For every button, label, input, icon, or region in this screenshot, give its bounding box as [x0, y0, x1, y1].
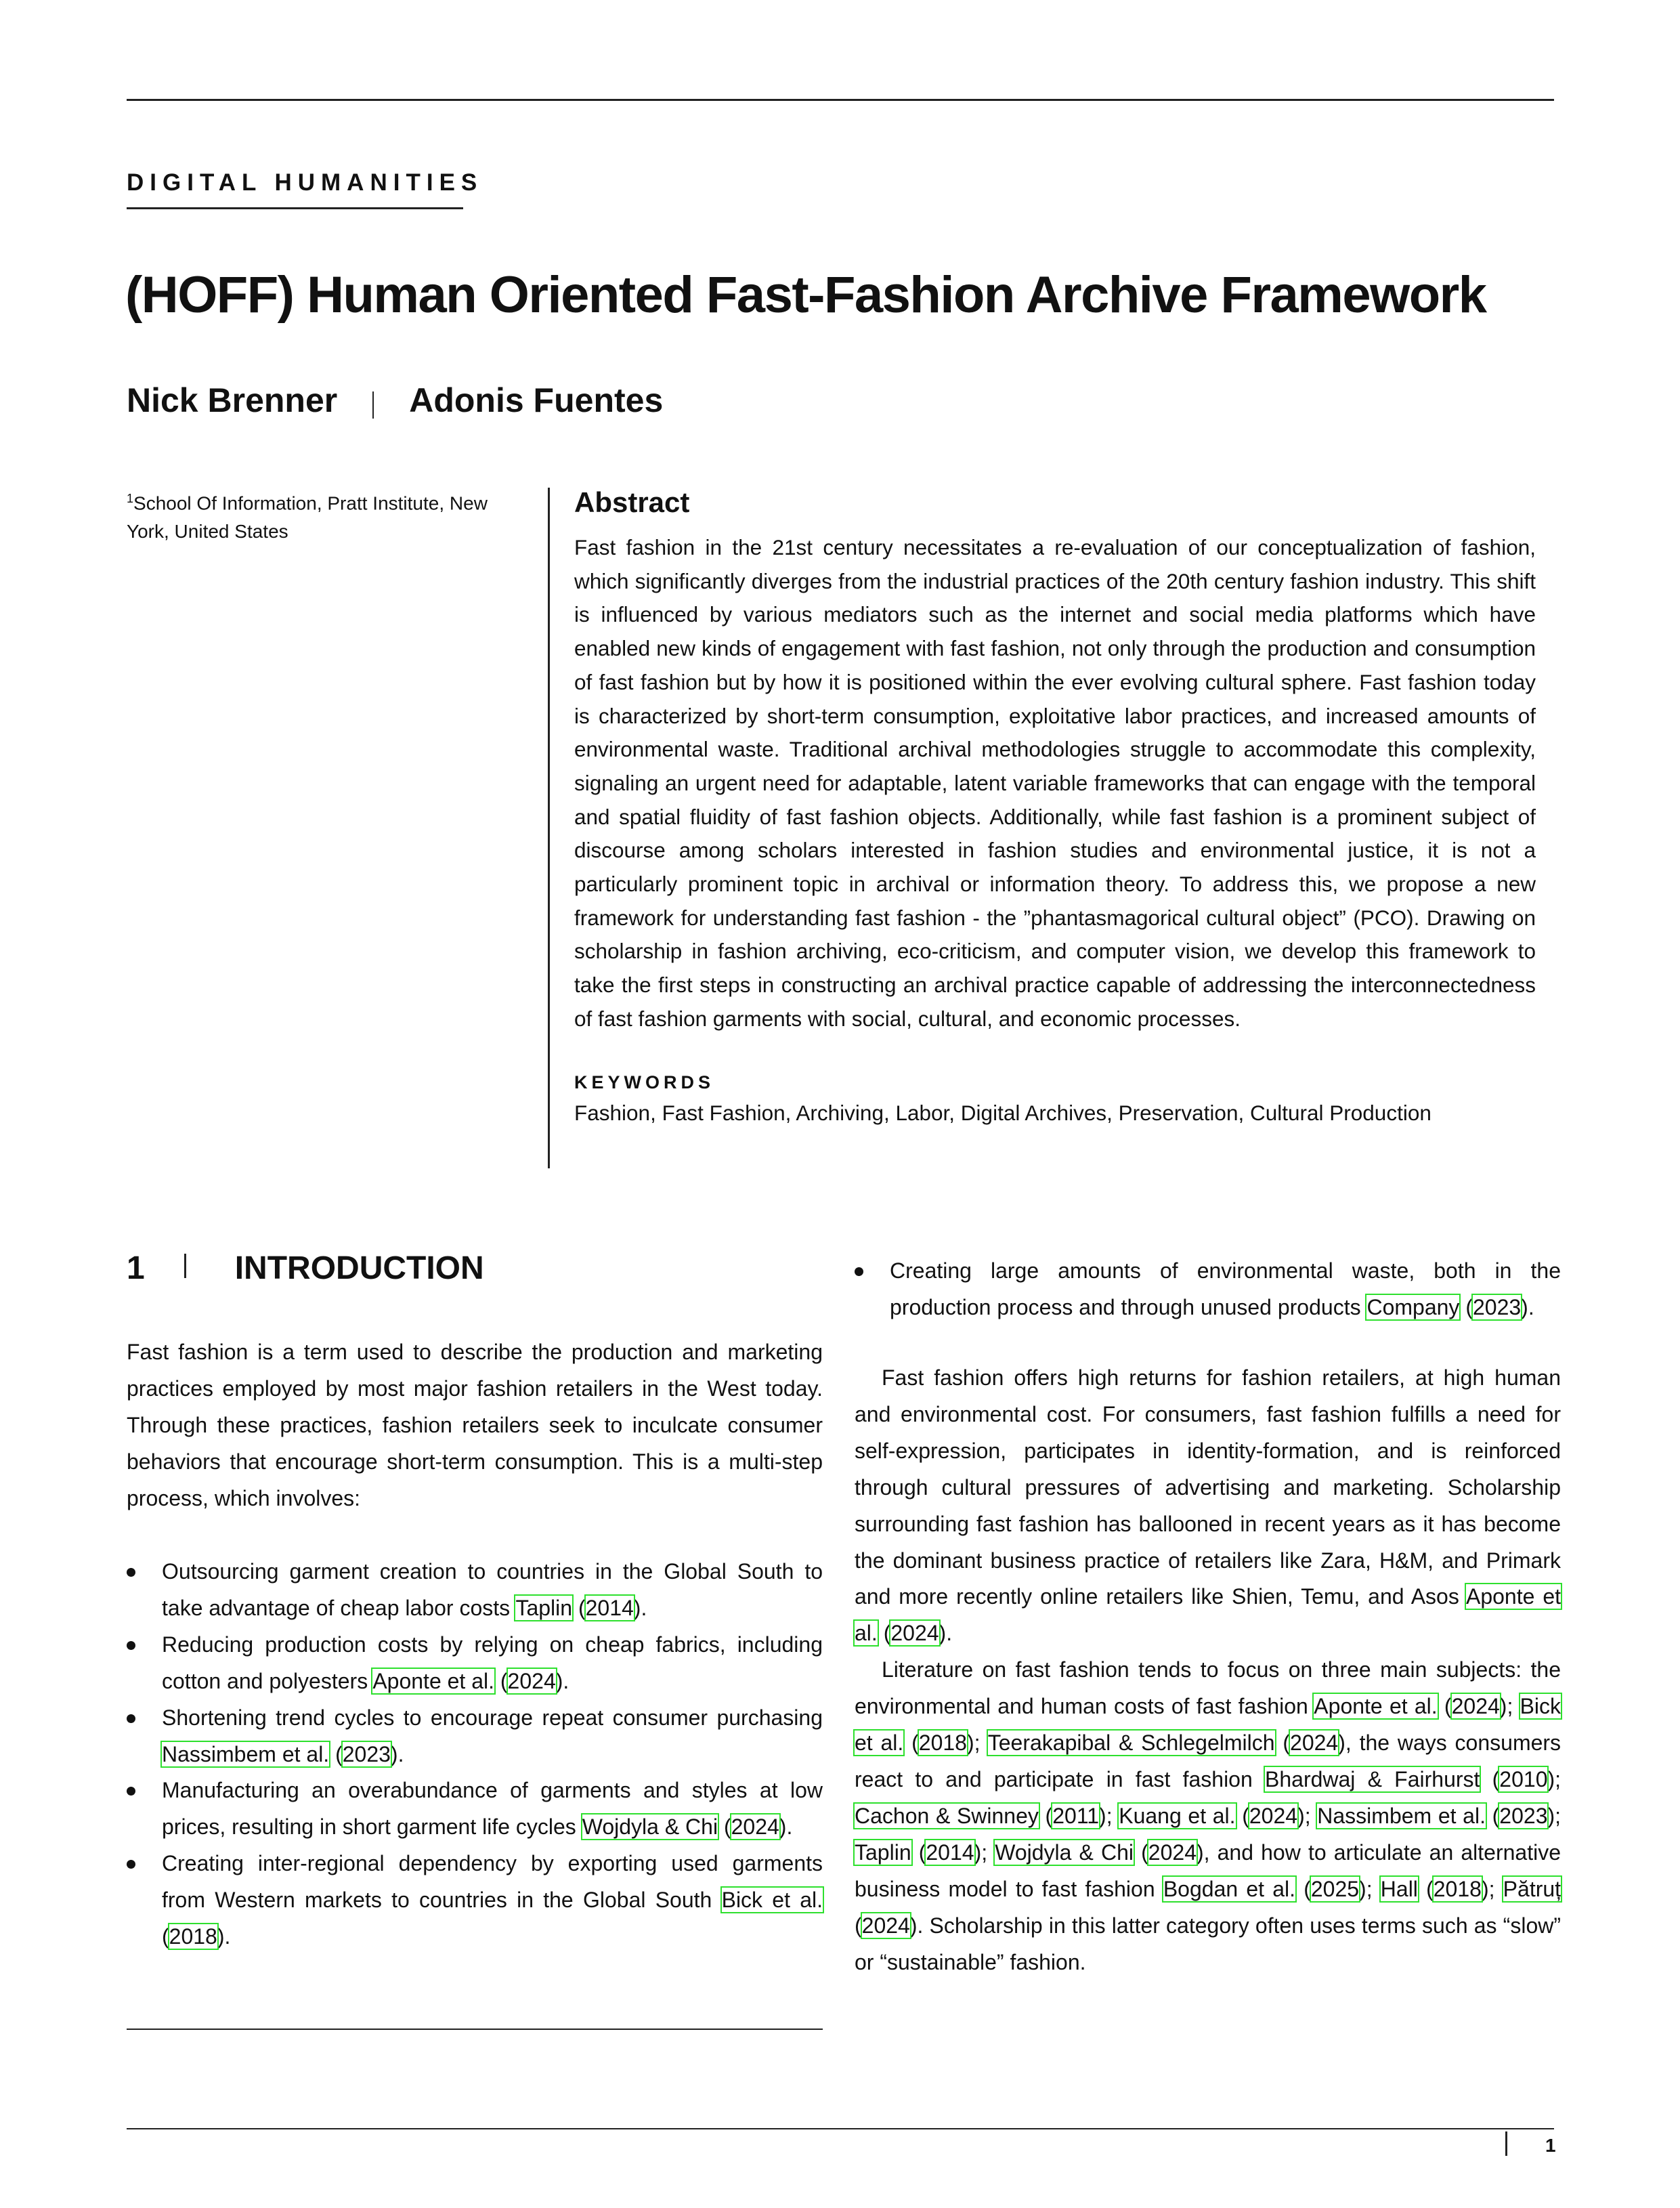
bullet-text: Manufacturing an overabundance of garments and styles at low prices, resulting in short garment life cycles [162, 1778, 823, 1840]
page-number-separator [1505, 2131, 1507, 2156]
citation-link[interactable]: Company [1366, 1294, 1460, 1319]
citation-link[interactable]: Teerakapibal & Schlegelmilch [987, 1731, 1275, 1756]
paragraph-text: Literature on fast fashion tends to focus on three main subjects: the environmental and human costs of fast fashion [855, 1657, 1561, 1719]
citation-year-link[interactable]: 2018 [918, 1731, 967, 1756]
paper-title: (HOFF) Human Oriented Fast-Fashion Archive Framework [125, 266, 1486, 324]
citation-year-link[interactable]: 2010 [1499, 1766, 1548, 1791]
citation-year-link[interactable]: 2024 [861, 1913, 910, 1938]
citation-link[interactable]: Bhardwaj & Fairhurst [1265, 1766, 1480, 1791]
keywords-label: KEYWORDS [574, 1072, 715, 1092]
bullet-icon [855, 1267, 863, 1276]
intro-right-column [855, 1360, 1561, 1980]
abstract-body: Fast fashion in the 21st century necessitates a re-evaluation of our conceptualization of fashion, which significantly diverges from the industrial practices of the 20th century fashion industry. This shift is influenced by various mediators such as the internet and social media platforms which have enabled new kinds of engagement with fast fashion, not only through the production and consumption of fast fashion but by how it is positioned within the ever evolving cultural sphere. Fast fashion today is characterized by short-term consumption, exploitative labor practices, and increased amounts of environmental waste. Traditional archival methodologies struggle to accommodate this complexity, signaling an urgent need for adaptable, latent variable frameworks that can engage with the temporal and spatial fluidity of fast fashion objects. Additionally, while fast fashion is a prominent subject of discourse among scholars interested in fashion studies and environmental justice, it is not a particularly prominent topic in archival or information theory. To address this, we propose a new framework for understanding fast fashion - the ”phantasmagorical cultural object” (PCO). Drawing on scholarship in fashion archiving, eco-criticism, and computer vision, we develop this framework to take the first steps in constructing an archival practice capable of addressing the interconnectedness of fast fashion garments with social, cultural, and economic processes. [574, 535, 1536, 1031]
list-item: Reducing production costs by relying on cheap fabrics, including cotton and polyesters Aponte et al. (2024). [127, 1627, 823, 1700]
intro-paragraph-2: Fast fashion offers high returns for fashion retailers, at high human and environmental cost. For consumers, fast fashion fulfills a need for self-expression, participates in identity-formation, and is reinforced through cultural pressures of advertising and marketing. Scholarship surrounding fast fashion has ballooned in recent years as it has become the dominant business practice of retailers like Zara, H&M, and Primark and more recently online retailers like Shien, Temu, and Asos Aponte et al. (2024). [855, 1365, 1561, 1646]
citation-link[interactable]: Bick et al. [721, 1888, 823, 1913]
citation-year-link[interactable]: 2024 [1451, 1694, 1500, 1719]
citation-year-link[interactable]: 2024 [1148, 1840, 1197, 1865]
author-name: Nick Brenner [127, 381, 338, 419]
bullet-text: Creating inter-regional dependency by exporting used garments from Western markets to countries in the Global South [162, 1851, 823, 1913]
author-name: Adonis Fuentes [409, 381, 664, 419]
bullet-end: ). [390, 1741, 404, 1766]
affiliation [127, 484, 519, 546]
paragraph-text: , the ways consumers react to and participate in fast fashion [855, 1731, 1561, 1791]
citation-link[interactable]: Taplin [855, 1840, 911, 1865]
citation-link[interactable]: Taplin [515, 1595, 573, 1620]
citation-link[interactable]: Bick et al. [855, 1694, 1561, 1756]
citation-year-link[interactable]: 2023 [342, 1741, 391, 1766]
list-item: Manufacturing an overabundance of garments and styles at low prices, resulting in short garment life cycles Wojdyla & Chi (2024). [127, 1772, 823, 1846]
citation-link[interactable]: Wojdyla & Chi [582, 1814, 718, 1840]
citation-link[interactable]: Nassimbem et al. [162, 1741, 330, 1766]
intro-bullet-list-continued [855, 1253, 1561, 1326]
citation-year-link[interactable]: 2024 [507, 1668, 556, 1693]
citation-year-link[interactable]: 2024 [1290, 1731, 1339, 1756]
list-item: Outsourcing garment creation to countries in the Global South to take advantage of cheap labor costs Taplin (2014). [127, 1554, 823, 1627]
paragraph-text: Fast fashion is a term used to describe the production and marketing practices employed by most major fashion retailers in the West today. Through these practices, fashion retailers seek to inculcate consumer behaviors that encourage short-term consumption. This is a multi-step process, which involves: [127, 1340, 823, 1510]
citation-link[interactable]: Bogdan et al. [1163, 1876, 1296, 1901]
citation-link[interactable]: Aponte et al. [1314, 1694, 1438, 1719]
citation-year-link[interactable]: 2018 [1433, 1876, 1482, 1901]
citation-year-link[interactable]: 2025 [1310, 1876, 1360, 1901]
bullet-end: ). [555, 1668, 569, 1693]
citation-year-link[interactable]: 2014 [926, 1840, 974, 1865]
section-heading-separator [184, 1254, 186, 1278]
citation-year-link[interactable]: 2024 [890, 1621, 939, 1646]
bullet-icon [127, 1641, 135, 1650]
keywords-list: Fashion, Fast Fashion, Archiving, Labor, Digital Archives, Preservation, Cultural Production [574, 1101, 1431, 1125]
abstract-heading: Abstract [574, 486, 690, 518]
section-number: 1 [127, 1250, 145, 1286]
bullet-end: ). [1521, 1294, 1534, 1319]
section-label: DIGITAL HUMANITIES [127, 169, 483, 196]
bullet-end: ). [779, 1814, 793, 1840]
abstract-vertical-rule [548, 488, 550, 1168]
citation-year-link[interactable]: 2011 [1052, 1803, 1100, 1828]
citation-link[interactable]: Kuang et al. [1119, 1803, 1236, 1828]
section-heading-introduction [127, 1250, 484, 1287]
citation-year-link[interactable]: 2014 [585, 1595, 634, 1620]
section-label-underline [127, 207, 463, 209]
paragraph-text: , and how to articulate an alternative business model to fast fashion [855, 1840, 1561, 1901]
bullet-icon [127, 1714, 135, 1723]
bullet-icon [127, 1860, 135, 1869]
footnote-rule [127, 2029, 823, 2030]
intro-bullet-list [127, 1554, 823, 1955]
bullet-text: Reducing production costs by relying on cheap fabrics, including cotton and polyesters [162, 1632, 823, 1693]
author-list [127, 381, 663, 420]
list-item: Shortening trend cycles to encourage repeat consumer purchasing Nassimbem et al. (2023). [127, 1700, 823, 1773]
page-number: 1 [1545, 2135, 1556, 2156]
list-item: Creating inter-regional dependency by exporting used garments from Western markets to countries in the Global South Bick et al. (2018). [127, 1846, 823, 1955]
section-title: INTRODUCTION [234, 1250, 484, 1286]
citation-year-link[interactable]: 2023 [1499, 1803, 1548, 1828]
citation-link[interactable]: Aponte et al. [372, 1668, 494, 1693]
citation-link[interactable]: Hall [1380, 1876, 1418, 1901]
author-separator [372, 391, 374, 419]
bullet-text: Outsourcing garment creation to countries in the Global South to take advantage of cheap labor costs [162, 1559, 823, 1620]
paragraph-text: Fast fashion offers high returns for fashion retailers, at high human and environmental cost. For consumers, fast fashion fulfills a need for self-expression, participates in identity-formation, and is reinforced through cultural pressures of advertising and marketing. Scholarship surrounding fast fashion has ballooned in recent years as it has become the dominant business practice of retailers like Zara, H&M, and Primark and more recently online retailers like Shien, Temu, and Asos [855, 1365, 1561, 1609]
bullet-icon [127, 1568, 135, 1577]
bullet-end: ). [633, 1595, 647, 1620]
citation-link[interactable]: Cachon & Swinney [855, 1803, 1039, 1828]
citation-link[interactable]: Nassimbem et al. [1317, 1803, 1486, 1828]
bullet-end: ). [217, 1924, 231, 1949]
paragraph-text: . Scholarship in this latter category often uses terms such as “slow” or “sustainable” fashion. [855, 1913, 1561, 1974]
intro-paragraph-3: Literature on fast fashion tends to focus on three main subjects: the environmental and human costs of fast fashion Aponte et al. (2024); Bick et al. (2018); Teerakapibal & Schlegelmilch (2024), the ways consumers react to and participate in fast fashion Bhardwaj & Fairhurst (2010); Cachon & Swinney (2011); Kuang et al. (2024); Nassimbem et al. (2023); Taplin (2014); Wojdyla & Chi (2024), and how to articulate an alternative business model to fast fashion Bogdan et al. (2025); Hall (2018); Pătruț (2024). Scholarship in this latter category often uses terms such as “slow” or “sustainable” fashion. [855, 1657, 1561, 1974]
citation-year-link[interactable]: 2024 [1249, 1803, 1298, 1828]
intro-paragraph-1 [127, 1334, 823, 1517]
bullet-text: Creating large amounts of environmental waste, both in the production process and through unused products [890, 1258, 1561, 1319]
footer-rule [127, 2128, 1554, 2129]
bullet-icon [127, 1787, 135, 1796]
bullet-text: Shortening trend cycles to encourage repeat consumer purchasing [162, 1705, 823, 1730]
affiliation-text: School Of Information, Pratt Institute, New York, United States [127, 492, 488, 543]
citation-link[interactable]: Wojdyla & Chi [995, 1840, 1134, 1865]
list-item: Creating large amounts of environmental waste, both in the production process and through unused products Company (2023). [855, 1253, 1561, 1326]
citation-link[interactable]: Aponte et al. [855, 1584, 1561, 1646]
affiliation-marker: 1 [127, 492, 134, 505]
citation-year-link[interactable]: 2018 [169, 1924, 217, 1949]
citation-link[interactable]: Pătruț [1503, 1876, 1561, 1901]
top-rule [127, 99, 1554, 101]
citation-year-link[interactable]: 2024 [731, 1814, 779, 1840]
citation-year-link[interactable]: 2023 [1472, 1294, 1522, 1319]
